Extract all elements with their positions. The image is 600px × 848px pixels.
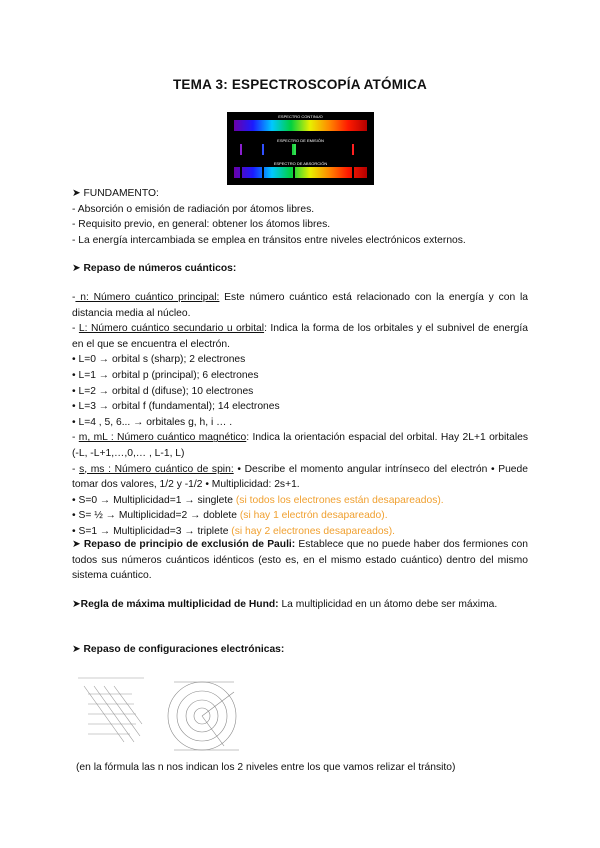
spectrum-label-absorption: ESPECTRO DE ABSORCIÓN [273, 161, 328, 166]
l-term: L: Número cuántico secundario u orbital [78, 323, 265, 335]
config-diagrams [74, 672, 254, 760]
emission-line [294, 144, 296, 155]
numeros-heading: ➤ Repaso de números cuánticos: [72, 263, 237, 274]
l-item: • L=2 → orbital d (difuse); 10 electrones [72, 385, 254, 397]
aufbau-diagram [78, 678, 144, 742]
continuous-spectrum [234, 120, 367, 131]
l-text: : Indica la forma de los orbitales y el subnivel de energía en el que se encuentra el electrón. [72, 323, 528, 350]
n-text: Este número cuántico está relacionado con la energía y con la distancia media al núcleo. [72, 292, 528, 319]
l-item: • L=4 , 5, 6... → orbitales g, h, i … . [72, 416, 233, 428]
m-term: m, mL : Número cuántico magnético [78, 432, 247, 444]
emission-line [262, 144, 264, 155]
fundamento-heading: ➤ FUNDAMENTO: [72, 188, 159, 199]
spectrum-label-continuous: ESPECTRO CONTINUO [278, 114, 323, 119]
s-item-note: (si hay 2 electrones desapareados). [231, 525, 395, 537]
pauli-heading: ➤ Repaso de principio de exclusión de Pauli: [72, 539, 296, 550]
absorption-line [240, 167, 242, 178]
n-term: n: Número cuántico principal: [75, 292, 220, 303]
config-caption: (en la fórmula las n nos indican los 2 niveles entre los que vamos relizar el tránsito) [76, 762, 456, 773]
s-item [72, 493, 528, 509]
atom-diagram [168, 682, 239, 750]
page-title: TEMA 3: ESPECTROSCOPÍA ATÓMICA [172, 77, 427, 92]
s-item [72, 508, 528, 524]
l-item: • L=1 → orbital p (principal); 6 electrones [72, 369, 259, 381]
s-item-note: (si todos los electrones están desapareados). [235, 494, 444, 506]
emission-spectrum [234, 144, 367, 155]
numeros-section [72, 290, 528, 540]
absorption-line [262, 167, 264, 178]
s-paragraph [72, 462, 528, 493]
l-paragraph [72, 321, 528, 352]
hund-heading: ➤Regla de máxima multiplicidad de Hund: [72, 599, 279, 610]
spectrum-label-emission: ESPECTRO DE EMISIÓN [277, 138, 324, 143]
l-item: • L=0 → orbital s (sharp); 2 electrones [72, 354, 246, 366]
absorption-line [352, 167, 354, 178]
s-item-text: • S=1 → Multiplicidad=3 → triplete [72, 525, 232, 537]
emission-line [352, 144, 354, 155]
emission-line [240, 144, 242, 155]
fundamento-line: - Requisito previo, en general: obtener los átomos libres. [72, 219, 331, 231]
m-text: : Indica la orientación espacial del orbital. Hay 2L+1 orbitales (-L, -L+1,…,0,… , L-1, L) [72, 432, 528, 459]
fundamento-section [72, 186, 528, 248]
fundamento-line: - Absorción o emisión de radiación por átomos libres. [72, 203, 315, 215]
absorption-line [293, 167, 295, 178]
n-paragraph [72, 290, 528, 321]
s-item-text: • S=0 → Multiplicidad=1 → singlete [72, 494, 236, 506]
s-text: • Describe el momento angular intrínseco del electrón • Puede tomar dos valores, 1/2 y -1/2 • Multiplicidad: 2s+1. [72, 463, 528, 491]
hund-section [72, 597, 528, 613]
fundamento-line: - La energía intercambiada se emplea en tránsitos entre niveles electrónicos externos. [72, 234, 466, 246]
m-paragraph [72, 430, 528, 461]
s-prefix: - [72, 463, 80, 475]
s-item-note: (si hay 1 electrón desapareado). [239, 510, 388, 522]
spectra-figure [227, 112, 374, 185]
hund-text: La multiplicidad en un átomo debe ser máxima. [278, 599, 498, 610]
l-prefix: - [72, 323, 79, 335]
n-prefix: - [72, 292, 76, 303]
pauli-section [72, 537, 528, 584]
l-item: • L=3 → orbital f (fundamental); 14 electrones [72, 401, 280, 413]
m-prefix: - [72, 432, 79, 444]
s-item-text: • S= ½ → Multiplicidad=2 → doblete [72, 510, 240, 522]
config-heading: ➤ Repaso de configuraciones electrónicas: [72, 644, 285, 655]
pauli-text: Establece que no puede haber dos fermiones con todos sus números cuánticos idénticos (esto es, en el mismo estado cuántico) dentro del mismo sistema cuántico. [72, 539, 529, 582]
absorption-spectrum [234, 167, 367, 178]
s-term: s, ms : Número cuántico de spin: [79, 463, 234, 475]
